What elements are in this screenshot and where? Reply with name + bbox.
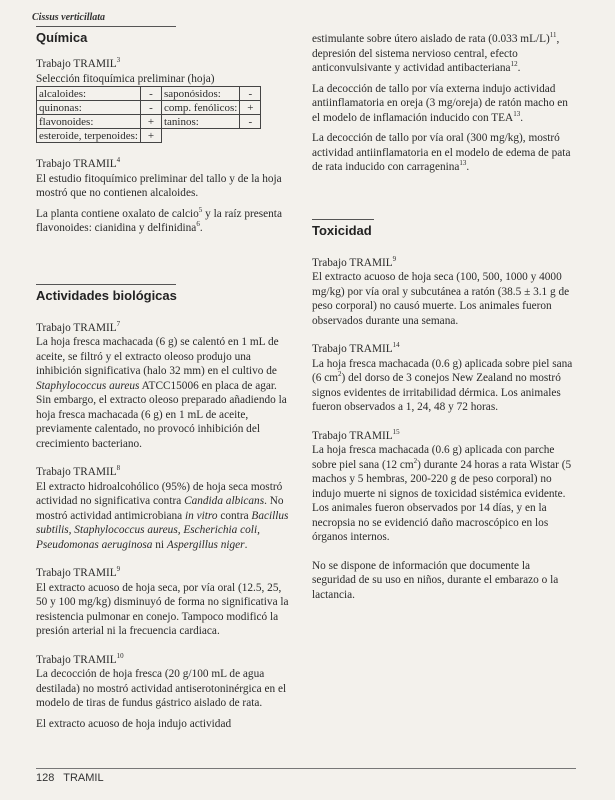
heading-actividades: Actividades biológicas <box>36 287 177 303</box>
trabajo-label: Trabajo TRAMIL$^9$ <box>36 565 121 579</box>
phytochemical-table <box>36 86 261 143</box>
table-row <box>37 129 261 143</box>
paragraph: El estudio fitoquímico preliminar del tallo y de la hoja mostró que no contienen alcaloides. <box>36 172 282 199</box>
result-cell: - <box>240 115 261 129</box>
compound-cell: taninos: <box>161 115 239 129</box>
paragraph: estimulante sobre útero aislado de rata (0.033 mL/L)$^{11}$, depresión del sistema nervioso central, efecto anticonvulsivante y actividad antibacteriana$^{12}$. <box>312 31 560 74</box>
trabajo-label: Trabajo TRAMIL$^8$ <box>36 464 121 478</box>
compound-cell: esteroide, terpenoides: <box>37 129 141 143</box>
trabajo-9-tox <box>312 256 574 329</box>
result-cell: - <box>240 87 261 101</box>
section-rule <box>36 284 176 285</box>
trabajo-8 <box>36 465 294 552</box>
trabajo-label: Trabajo TRAMIL$^{14}$ <box>312 341 400 355</box>
table-row <box>37 87 261 101</box>
paragraph: La decocción de hoja fresca (20 g/100 mL de agua destilada) no mostró actividad antiserotoninérgica en el modelo de tiras de fundus gástrico aislado de rata. <box>36 668 287 709</box>
trabajo-7 <box>36 321 294 452</box>
table-caption: Selección fitoquímica preliminar (hoja) <box>36 72 215 85</box>
page-footer <box>36 772 110 784</box>
paragraph: El extracto acuoso de hoja seca, por vía oral (12.5, 25, 50 y 100 mg/kg) disminuyó de forma no significativa la resistencia pulmonar en conejo. Tampoco modificó la presión arterial ni la frecuencia cardiaca. <box>36 581 289 637</box>
compound-cell: comp. fenólicos: <box>161 101 239 115</box>
result-cell: - <box>140 87 161 101</box>
running-title: Cissus verticillata <box>32 12 106 23</box>
paragraph: El extracto acuoso de hoja indujo actividad <box>36 717 232 730</box>
footer-brand: TRAMIL <box>63 772 104 784</box>
trabajo-9 <box>36 566 294 639</box>
compound-cell: quinonas: <box>37 101 141 115</box>
heading-toxicidad: Toxicidad <box>312 222 372 238</box>
trabajo-label: Trabajo TRAMIL$^7$ <box>36 319 121 334</box>
paragraph: La hoja fresca machacada (6 g) se calentó en 1 mL de aceite, se filtró y el extracto oleoso produjo una inhibición significativa (halo 32 mm) en el cultivo de Staphylococcus aureus ATCC15006 en placa de agar. Sin embargo, el extracto oleoso preparado añadiendo la hoja fresca machacada (6 g) en 1 mL de aceite, previamente calentado, no provocó inhibición del crecimiento bacteriano. <box>36 336 287 450</box>
left-column <box>36 26 294 745</box>
trabajo-10 <box>36 653 294 732</box>
paragraph: La hoja fresca machacada (0.6 g) aplicada con parche sobre piel sana (12 $cm^2$) durante 24 horas a rata Wistar (5 machos y 5 hembras, 200-220 g de peso corporal) no indujo muerte ni signos de toxicidad sistémica evidente. Los animales fueron observados por 14 días, y en la necropsia no se evidenció daño macroscópico en los órganos internos. <box>312 444 572 543</box>
paragraph: La decocción de tallo por vía oral (300 mg/kg), mostró actividad antiinflamatoria en el modelo de edema de pata de rata inducido con carragenina$^{13}$. <box>312 132 571 173</box>
paragraph: El extracto acuoso de hoja seca (100, 500, 1000 y 4000 mg/kg) por vía oral y subcutánea a ratón (38.5 ± 3.1 g de peso corporal) no causó muerte. Los animales fueron observados durante una semana. <box>312 271 570 327</box>
heading-quimica: Química <box>36 30 88 45</box>
compound-cell <box>161 129 239 143</box>
result-cell: - <box>140 101 161 115</box>
compound-cell: alcaloides: <box>37 87 141 101</box>
paragraph: El extracto hidroalcohólico (95%) de hoja seca mostró actividad no significativa contra Candida albicans. No mostró actividad antimicrobiana in vitro contra Bacillus subtilis, Staphylococcus aureus, Escherichia coli, Pseudomonas aeruginosa ni Aspergillus niger. <box>36 480 289 551</box>
result-cell <box>240 129 261 143</box>
paragraph: La hoja fresca machacada (0.6 g) aplicada sobre piel sana (6 $cm^2$) del dorso de 3 conejos New Zealand no mostró signos evidentes de irritabilidad dérmica. Los animales fueron observados a 1, 24, 48 y 72 horas. <box>312 357 573 413</box>
result-cell: + <box>140 115 161 129</box>
compound-cell: flavonoides: <box>37 115 141 129</box>
trabajo-label: Trabajo TRAMIL$^4$ <box>36 156 121 170</box>
trabajo-label: Trabajo TRAMIL$^{10}$ <box>36 651 124 666</box>
page-number: 128 <box>36 772 55 784</box>
table-row <box>37 115 261 129</box>
trabajo-label: Trabajo TRAMIL$^{15}$ <box>312 427 400 442</box>
footer-rule <box>36 768 576 769</box>
right-column <box>312 32 574 608</box>
result-cell: + <box>240 101 261 115</box>
trabajo-label: Trabajo TRAMIL$^3$ <box>36 56 121 70</box>
result-cell: + <box>140 129 161 143</box>
trabajo-15 <box>312 429 574 545</box>
section-rule <box>36 26 176 27</box>
trabajo-14 <box>312 342 574 415</box>
table-row <box>37 101 261 115</box>
trabajo-label: Trabajo TRAMIL$^9$ <box>312 254 397 269</box>
compound-cell: saponósidos: <box>161 87 239 101</box>
paragraph: La planta contiene oxalato de calcio$^5$ y la raíz presenta flavonoides: cianidina y delfinidina$^6$. <box>36 205 282 234</box>
section-rule <box>312 219 374 220</box>
paragraph: La decocción de tallo por vía externa indujo actividad antiinflamatoria en oreja (3 mg/oreja) de ratón macho en el modelo de inflamación inducido con TEA$^{13}$. <box>312 82 568 124</box>
closing-paragraph: No se dispone de información que documente la seguridad de su uso en niños, durante el embarazo o la lactancia. <box>312 559 559 601</box>
